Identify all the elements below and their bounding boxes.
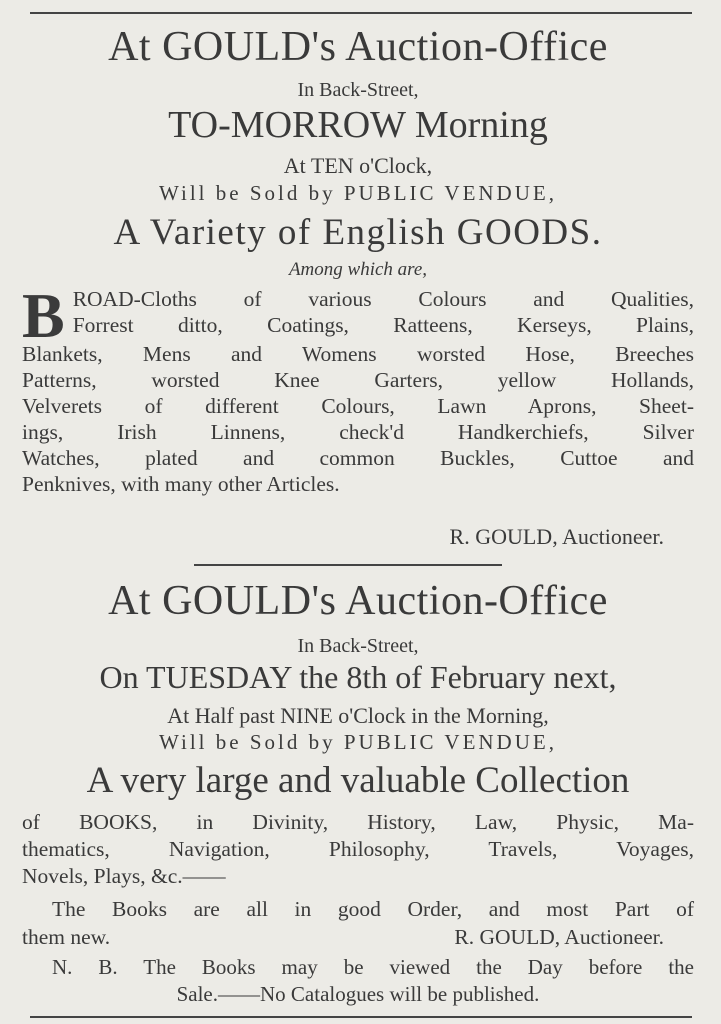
list-item: Penknives, with many other Articles. [22,472,340,497]
ad2-when: On TUESDAY the 8th of February next, [99,659,617,695]
ad1-signature: R. GOULD, Auctioneer. [449,524,664,549]
list-item: Patterns, worsted Knee Garters, yellow Hollands, [22,368,694,393]
ad2-headline: A very large and valuable Collection [86,760,630,801]
list-item: Blankets, Mens and Womens worsted Hose, Breeches [22,342,694,367]
list-item: of BOOKS, in Divinity, History, Law, Physic, Ma- [22,810,694,834]
ad1-goods-list [22,280,694,497]
ad2-new-line-row [22,927,694,949]
ad1-location: In Back-Street, [297,79,419,101]
ad1-title: At GOULD's Auction-Office [108,24,608,70]
ad1-dropcap: B [22,280,65,351]
ad2-new-line: them new. [22,925,111,949]
ad1-when: TO-MORROW Morning [168,104,548,146]
ad2-location: In Back-Street, [297,635,419,657]
ad2-books-list [22,809,694,890]
list-item: ROAD-Cloths of various Colours and Qualities, [72,287,694,311]
ad1-sale-notice: Will be Sold by PUBLIC VENDUE, [159,181,557,205]
ad2-time: At Half past NINE o'Clock in the Morning, [167,703,549,728]
list-item: Novels, Plays, &c.—— [22,864,226,888]
bottom-rule [30,1016,692,1018]
ad1-headline: A Variety of English GOODS. [113,212,603,253]
section-divider [194,564,502,566]
list-item: Velverets of different Colours, Lawn Aprons, Sheet- [22,394,694,419]
ad2-signature: R. GOULD, Auctioneer. [454,925,664,949]
ad1-time: At TEN o'Clock, [283,153,433,178]
list-item: Watches, plated and common Buckles, Cuttoe and [22,446,694,471]
ad2-sale-notice: Will be Sold by PUBLIC VENDUE, [159,730,557,754]
list-item: Forrest ditto, Coatings, Ratteens, Kerseys, Plains, [72,313,694,337]
list-item: ings, Irish Linnens, check'd Handkerchiefs, Silver [22,420,694,445]
ad2-nb-line1: N. B. The Books may be viewed the Day before the [52,955,694,979]
list-item: thematics, Navigation, Philosophy, Travels, Voyages, [22,837,694,861]
ad2-title: At GOULD's Auction-Office [108,578,608,624]
ad2-nb-line2: Sale.——No Catalogues will be published. [176,982,540,1006]
ad1-among: Among which are, [288,259,428,280]
top-rule [30,12,692,14]
ad2-order-line: The Books are all in good Order, and most Part of [52,897,694,921]
